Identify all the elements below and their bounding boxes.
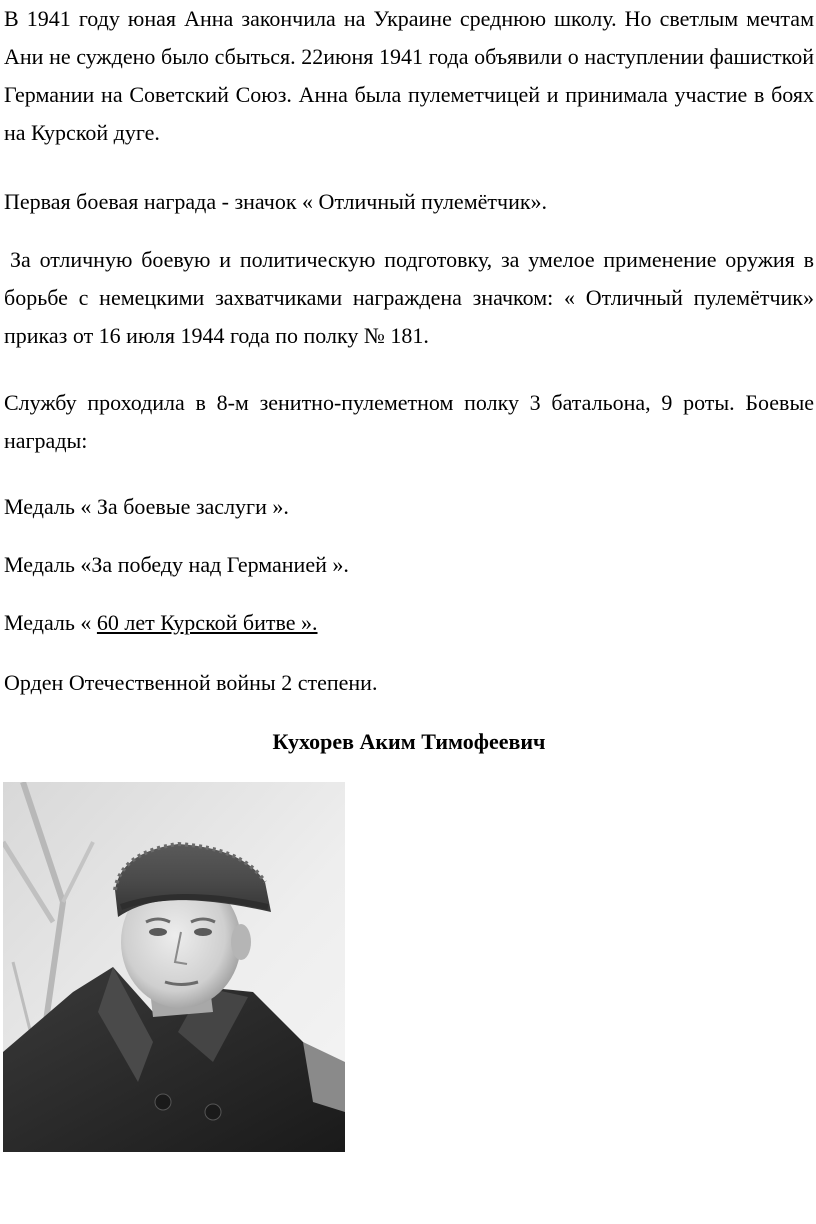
paragraph-first-award: Первая боевая награда - значок « Отличный пулемётчик».: [4, 189, 548, 214]
medal-victory-over-germany: Медаль «За победу над Германией ».: [4, 552, 349, 577]
person-name-heading: Кухорев Аким Тимофеевич: [272, 729, 546, 754]
paragraph-service: Службу проходила в 8-м зенитно-пулеметном полку 3 батальона, 9 роты. Боевые награды:: [4, 390, 814, 453]
paragraph-award-reason: За отличную боевую и политическую подготовку, за умелое применение оружия в борьбе с немецкими захватчиками награждена значком: « Отличный пулемётчик» приказ от 16 июля 1944 года по полку № 181.: [4, 247, 814, 348]
medal-kursk-anniversary: [4, 604, 814, 642]
medal-combat-merit: Медаль « За боевые заслуги ».: [4, 494, 289, 519]
order-patriotic-war: Орден Отечественной войны 2 степени.: [4, 670, 378, 695]
paragraph-biography: В 1941 году юная Анна закончила на Украине среднюю школу. Но светлым мечтам Ани не суждено было сбыться. 22июня 1941 года объявили о наступлении фашисткой Германии на Советский Союз. Анна была пулеметчицей и принимала участие в боях на Курской дуге.: [4, 6, 814, 145]
portrait-photo-image: [3, 782, 345, 1152]
medal-kursk-underlined: 60 лет Курской битве ».: [96, 610, 318, 635]
medal-kursk-prefix: Медаль «: [4, 610, 97, 635]
portrait-photo: [3, 782, 345, 1152]
